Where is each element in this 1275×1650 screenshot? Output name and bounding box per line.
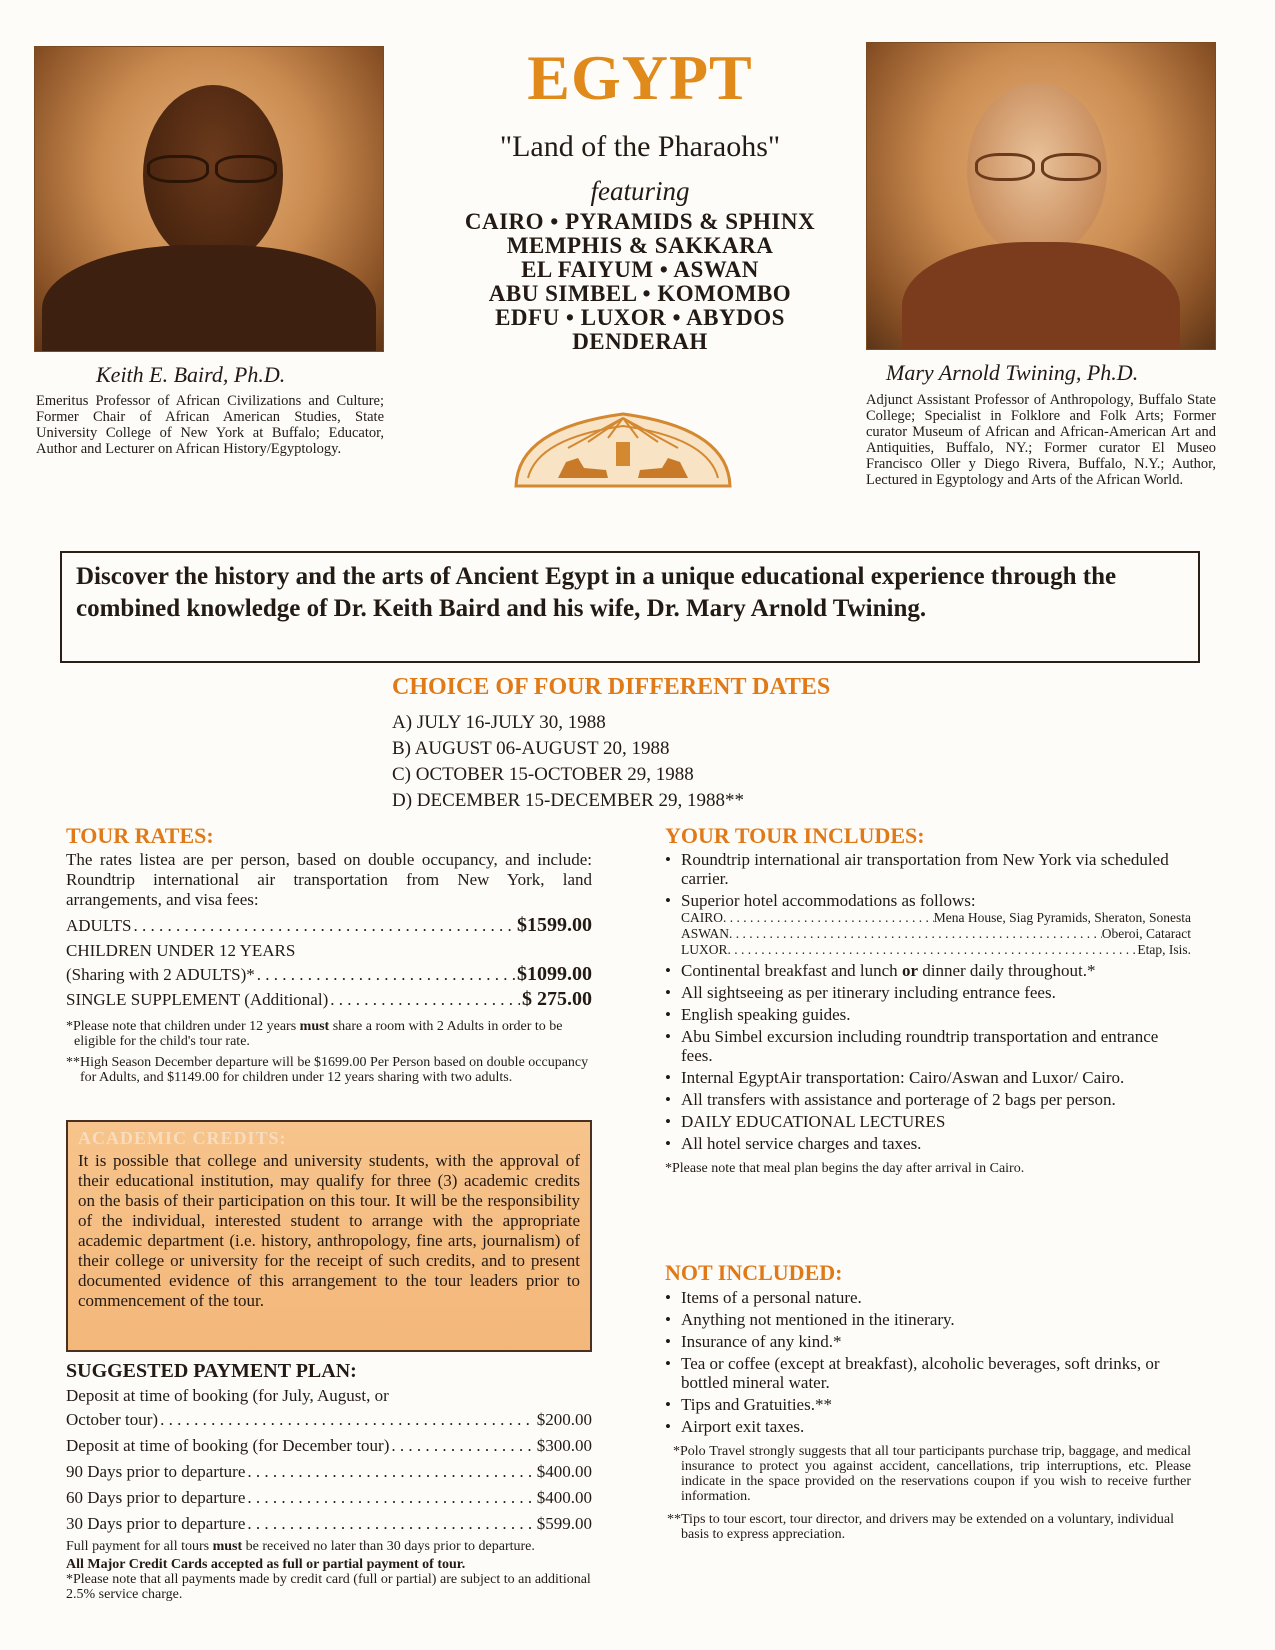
list-item: • Anything not mentioned in the itinerary. xyxy=(665,1310,1191,1329)
includes-heading: YOUR TOUR INCLUDES: xyxy=(665,823,925,848)
place-line: CAIRO • PYRAMIDS & SPHINX xyxy=(464,209,816,234)
keith-baird-photo xyxy=(34,46,384,352)
place-line: MEMPHIS & SAKKARA xyxy=(506,233,774,258)
payment-heading: SUGGESTED PAYMENT PLAN: xyxy=(66,1360,357,1382)
december-note: **High Season December departure will be $1699.00 Per Person based on double occupancy for Adults, and $1149.00 for children under 12 years sharing with two adults. xyxy=(66,1055,589,1085)
right-profile-name: Mary Arnold Twining, Ph.D. xyxy=(886,360,1139,385)
list-item: • Continental breakfast and lunch or dinner daily throughout.* xyxy=(665,961,1191,980)
page-title: EGYPT xyxy=(527,42,753,113)
left-profile-name: Keith E. Baird, Ph.D. xyxy=(96,362,286,387)
hotel-row xyxy=(665,926,1191,942)
academic-body: It is possible that college and university students, with the approval of their educational institution, may qualify for three (3) academic credits on the basis of their participation on this tour. It will be the responsibility of the individual, interested student to arrange with the appropriate academic department (i.e. history, anthropology, fine arts, journalism) of their college or university for the receipt of such credits, and to present documented evidence of this arrangement to the tour leaders prior to commencement of the tour. xyxy=(78,1151,580,1310)
hotel-row xyxy=(665,942,1191,958)
list-item: • Abu Simbel excursion including roundtrip transportation and entrance fees. xyxy=(665,1027,1191,1065)
payment-row-label: Deposit at time of booking (for July, August, or xyxy=(66,1386,389,1405)
payment-amount: $200.00 xyxy=(536,1410,592,1429)
list-item: • Airport exit taxes. xyxy=(665,1417,1191,1436)
list-item: • Items of a personal nature. xyxy=(665,1288,1191,1307)
tour-rates-heading: TOUR RATES: xyxy=(66,823,214,848)
intro-text: Discover the history and the arts of Ancient Egypt in a unique educational experience through the combined knowledge of Dr. Keith Baird and his wife, Dr. Mary Arnold Twining. xyxy=(76,563,1117,622)
left-profile-bio: Emeritus Professor of African Civilizations and Culture; Former Chair of African American Studies, State University College of New York at Buffalo; Educator, Author and Lecturer on African History/Egyptology. xyxy=(36,393,384,457)
mary-twining-photo xyxy=(866,42,1216,350)
rate-label: SINGLE SUPPLEMENT (Additional) xyxy=(66,990,329,1009)
list-item: • Tea or coffee (except at breakfast), alcoholic beverages, soft drinks, or bottled mineral water. xyxy=(665,1354,1191,1392)
rate-label: CHILDREN UNDER 12 YEARS xyxy=(66,941,296,960)
hotel-names: Oberoi, Cataract xyxy=(1101,926,1191,941)
place-line: ABU SIMBEL • KOMOMBO xyxy=(488,281,792,306)
payment-row xyxy=(66,1512,592,1536)
hotel-city: LUXOR xyxy=(681,942,728,957)
includes-section xyxy=(665,822,1191,1176)
place-line: EL FAIYUM • ASWAN xyxy=(521,257,759,282)
payment-row-label: 90 Days prior to departure xyxy=(66,1462,246,1481)
rate-adults xyxy=(66,912,592,939)
date-option: C) OCTOBER 15-OCTOBER 29, 1988 xyxy=(392,764,694,785)
payment-row xyxy=(66,1408,592,1432)
list-item: • All hotel service charges and taxes. xyxy=(665,1134,1191,1153)
rate-label: (Sharing with 2 ADULTS)* xyxy=(66,965,255,984)
featuring-label: featuring xyxy=(590,176,690,206)
payment-amount: $400.00 xyxy=(536,1462,592,1481)
hotel-city: CAIRO xyxy=(681,910,724,925)
hotel-row xyxy=(665,910,1191,926)
place-line: DENDERAH xyxy=(572,329,708,354)
payment-amount: $400.00 xyxy=(536,1488,592,1507)
places-list xyxy=(400,210,880,354)
right-profile-bio: Adjunct Assistant Professor of Anthropology, Buffalo State College; Specialist in Folklore and Folk Arts; Former curator Museum of African and African-American Art and Antiquities, Buffalo, NY.; Former curator El Museo Francisco Oller y Diego Rivera, Buffalo, N.Y.; Author, Lectured in Egyptology and Arts of the African World. xyxy=(866,392,1216,488)
place-line: EDFU • LUXOR • ABYDOS xyxy=(495,305,785,330)
list-item: • English speaking guides. xyxy=(665,1005,1191,1024)
not-included-section xyxy=(665,1258,1191,1542)
children-note: *Please note that children under 12 years must share a room with 2 Adults in order to be eligible for the child's tour rate. xyxy=(66,1019,563,1049)
hotel-city: ASWAN xyxy=(681,926,730,941)
payment-row-label: 60 Days prior to departure xyxy=(66,1488,246,1507)
includes-list xyxy=(665,850,1191,910)
hotel-names: Etap, Isis. xyxy=(1137,942,1191,957)
credit-cards-note: All Major Credit Cards accepted as full or partial payment of tour. xyxy=(66,1557,466,1572)
list-item: • Internal EgyptAir transportation: Cairo/Aswan and Luxor/ Cairo. xyxy=(665,1068,1191,1087)
list-item: • All sightseeing as per itinerary including entrance fees. xyxy=(665,983,1191,1002)
includes-list-continued xyxy=(665,961,1191,1153)
payment-row xyxy=(66,1486,592,1510)
list-item: • Roundtrip international air transportation from New York via scheduled carrier. xyxy=(665,850,1191,888)
list-item: • All transfers with assistance and porterage of 2 bags per person. xyxy=(665,1090,1191,1109)
full-payment-note: Full payment for all tours must be received no later than 30 days prior to departure. xyxy=(66,1539,535,1554)
date-option: D) DECEMBER 15-DECEMBER 29, 1988** xyxy=(392,790,745,811)
rate-children xyxy=(66,963,592,986)
academic-heading: ACADEMIC CREDITS: xyxy=(78,1128,287,1148)
tour-rates-section xyxy=(66,822,592,1085)
tips-note: **Tips to tour escort, tour director, and drivers may be extended on a voluntary, individual basis to express appreciation. xyxy=(667,1512,1174,1542)
payment-row-label: 30 Days prior to departure xyxy=(66,1514,246,1533)
list-item: • DAILY EDUCATIONAL LECTURES xyxy=(665,1112,1191,1131)
date-option: B) AUGUST 06-AUGUST 20, 1988 xyxy=(392,738,670,759)
date-option: A) JULY 16-JULY 30, 1988 xyxy=(392,712,606,733)
payment-row-label: Deposit at time of booking (for December tour) xyxy=(66,1436,390,1455)
page-subtitle: "Land of the Pharaohs" xyxy=(499,130,781,163)
list-item: • Tips and Gratuities.** xyxy=(665,1395,1191,1414)
payment-amount: $300.00 xyxy=(536,1436,592,1455)
payment-row xyxy=(66,1434,592,1458)
list-item: • Insurance of any kind.* xyxy=(665,1332,1191,1351)
sphinx-emblem-icon xyxy=(508,408,738,490)
list-item: • Superior hotel accommodations as follows: xyxy=(665,891,1191,910)
not-included-heading: NOT INCLUDED: xyxy=(665,1260,843,1285)
dates-heading: CHOICE OF FOUR DIFFERENT DATES xyxy=(392,674,831,700)
rate-price: $1599.00 xyxy=(517,914,592,936)
rate-price: $ 275.00 xyxy=(522,988,592,1010)
rate-price: $1099.00 xyxy=(517,963,592,985)
payment-amount: $599.00 xyxy=(536,1514,592,1533)
insurance-note: *Polo Travel strongly suggests that all tour participants purchase trip, baggage, and medical insurance to protect you against accident, cancellations, trip interruptions, etc. Please indicate in the space provided on the reservations coupon if you wish to receive further information. xyxy=(673,1444,1191,1504)
rate-single xyxy=(66,986,592,1013)
not-included-list xyxy=(665,1288,1191,1436)
hotel-names: Mena House, Siag Pyramids, Sheraton, Sonesta xyxy=(933,910,1191,925)
rate-label: ADULTS xyxy=(66,916,132,935)
credit-card-fee-note: *Please note that all payments made by credit card (full or partial) are subject to an additional 2.5% service charge. xyxy=(66,1572,591,1602)
payment-section xyxy=(66,1358,592,1602)
payment-row xyxy=(66,1460,592,1484)
meal-plan-note: *Please note that meal plan begins the day after arrival in Cairo. xyxy=(665,1161,1025,1176)
dates-list xyxy=(392,710,744,814)
academic-credits-box xyxy=(66,1120,592,1352)
tour-rates-intro: The rates listea are per person, based on double occupancy, and include: Roundtrip international air transportation from New York, land arrangements, and visa fees: xyxy=(66,850,592,909)
payment-row-label: October tour) xyxy=(66,1410,159,1429)
intro-box xyxy=(60,551,1200,663)
